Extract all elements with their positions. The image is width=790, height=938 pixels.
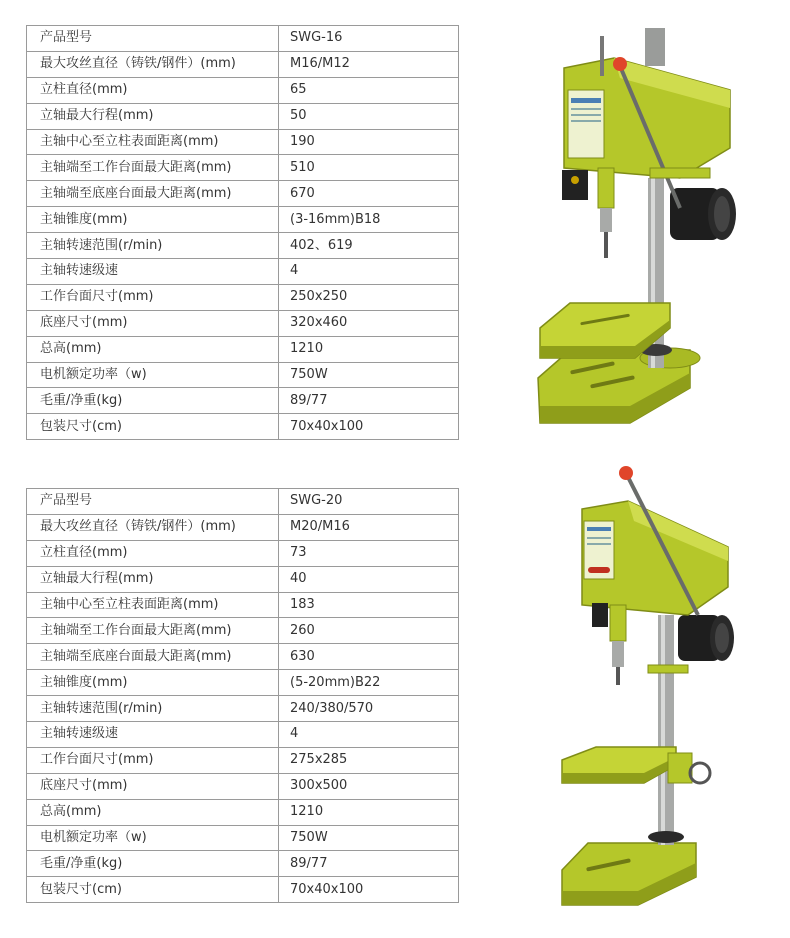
spec-value: 1210 — [279, 336, 459, 362]
table-row — [27, 26, 459, 52]
spec-value: 65 — [279, 77, 459, 103]
table-row — [27, 155, 459, 181]
table-row — [27, 362, 459, 388]
table-row — [27, 51, 459, 77]
spec-value: (5-20mm)B22 — [279, 670, 459, 696]
spec-label: 主轴转速级速 — [27, 259, 279, 285]
spec-value: 1210 — [279, 799, 459, 825]
spec-label: 毛重/净重(kg) — [27, 851, 279, 877]
spec-label: 底座尺寸(mm) — [27, 310, 279, 336]
spec-value: 510 — [279, 155, 459, 181]
spec-label: 产品型号 — [27, 26, 279, 52]
spec-label: 主轴转速级速 — [27, 722, 279, 748]
table-row — [27, 284, 459, 310]
spec-value: SWG-20 — [279, 489, 459, 515]
table-row — [27, 514, 459, 540]
table-row — [27, 207, 459, 233]
table-row — [27, 259, 459, 285]
table-row — [27, 592, 459, 618]
spec-value: 275x285 — [279, 747, 459, 773]
spec-value: 4 — [279, 722, 459, 748]
spec-value: 300x500 — [279, 773, 459, 799]
spec-value: M20/M16 — [279, 514, 459, 540]
spec-value: 750W — [279, 362, 459, 388]
spec-label: 电机额定功率（w) — [27, 825, 279, 851]
spec-value: 260 — [279, 618, 459, 644]
table-row — [27, 129, 459, 155]
spec-label: 工作台面尺寸(mm) — [27, 284, 279, 310]
spec-label: 主轴端至底座台面最大距离(mm) — [27, 644, 279, 670]
spec-value: 70x40x100 — [279, 877, 459, 903]
table-row — [27, 825, 459, 851]
table-row — [27, 310, 459, 336]
spec-value: 240/380/570 — [279, 696, 459, 722]
table-row — [27, 773, 459, 799]
spec-value: 670 — [279, 181, 459, 207]
spec-value: 89/77 — [279, 388, 459, 414]
spec-value: 630 — [279, 644, 459, 670]
spec-value: M16/M12 — [279, 51, 459, 77]
table-row — [27, 103, 459, 129]
spec-value: 402、619 — [279, 233, 459, 259]
spec-label: 主轴端至底座台面最大距离(mm) — [27, 181, 279, 207]
spec-label: 立轴最大行程(mm) — [27, 566, 279, 592]
table-row — [27, 851, 459, 877]
spec-value: 190 — [279, 129, 459, 155]
spec-value: 50 — [279, 103, 459, 129]
spec-label: 主轴中心至立柱表面距离(mm) — [27, 592, 279, 618]
tapping-machine-swg16-image — [530, 28, 752, 428]
spec-value: 750W — [279, 825, 459, 851]
spec-label: 立轴最大行程(mm) — [27, 103, 279, 129]
spec-value: 183 — [279, 592, 459, 618]
tapping-machine-swg20-image — [548, 465, 748, 915]
spec-label: 最大攻丝直径（铸铁/钢件）(mm) — [27, 514, 279, 540]
spec-label: 总高(mm) — [27, 799, 279, 825]
spec-table-swg20 — [26, 488, 459, 903]
table-row — [27, 181, 459, 207]
spec-label: 总高(mm) — [27, 336, 279, 362]
spec-label: 主轴中心至立柱表面距离(mm) — [27, 129, 279, 155]
table-row — [27, 670, 459, 696]
spec-label: 工作台面尺寸(mm) — [27, 747, 279, 773]
spec-label: 包装尺寸(cm) — [27, 414, 279, 440]
table-row — [27, 696, 459, 722]
spec-label: 主轴端至工作台面最大距离(mm) — [27, 618, 279, 644]
spec-value: (3-16mm)B18 — [279, 207, 459, 233]
table-row — [27, 618, 459, 644]
spec-table-swg16 — [26, 25, 459, 440]
table-row — [27, 747, 459, 773]
spec-label: 最大攻丝直径（铸铁/钢件）(mm) — [27, 51, 279, 77]
table-row — [27, 877, 459, 903]
table-row — [27, 566, 459, 592]
table-row — [27, 77, 459, 103]
table-row — [27, 540, 459, 566]
spec-value: 73 — [279, 540, 459, 566]
spec-value: 4 — [279, 259, 459, 285]
spec-value: 40 — [279, 566, 459, 592]
table-row — [27, 414, 459, 440]
spec-label: 产品型号 — [27, 489, 279, 515]
table-row — [27, 644, 459, 670]
spec-label: 主轴转速范围(r/min) — [27, 233, 279, 259]
spec-value: 250x250 — [279, 284, 459, 310]
spec-label: 包装尺寸(cm) — [27, 877, 279, 903]
spec-label: 主轴转速范围(r/min) — [27, 696, 279, 722]
table-row — [27, 388, 459, 414]
table-row — [27, 722, 459, 748]
table-row — [27, 336, 459, 362]
table-row — [27, 233, 459, 259]
spec-label: 电机额定功率（w) — [27, 362, 279, 388]
spec-label: 毛重/净重(kg) — [27, 388, 279, 414]
spec-value: 70x40x100 — [279, 414, 459, 440]
table-row — [27, 799, 459, 825]
spec-label: 主轴锥度(mm) — [27, 207, 279, 233]
spec-label: 底座尺寸(mm) — [27, 773, 279, 799]
spec-value: SWG-16 — [279, 26, 459, 52]
spec-label: 立柱直径(mm) — [27, 77, 279, 103]
spec-label: 主轴锥度(mm) — [27, 670, 279, 696]
spec-label: 立柱直径(mm) — [27, 540, 279, 566]
table-row — [27, 489, 459, 515]
spec-value: 89/77 — [279, 851, 459, 877]
spec-label: 主轴端至工作台面最大距离(mm) — [27, 155, 279, 181]
spec-value: 320x460 — [279, 310, 459, 336]
